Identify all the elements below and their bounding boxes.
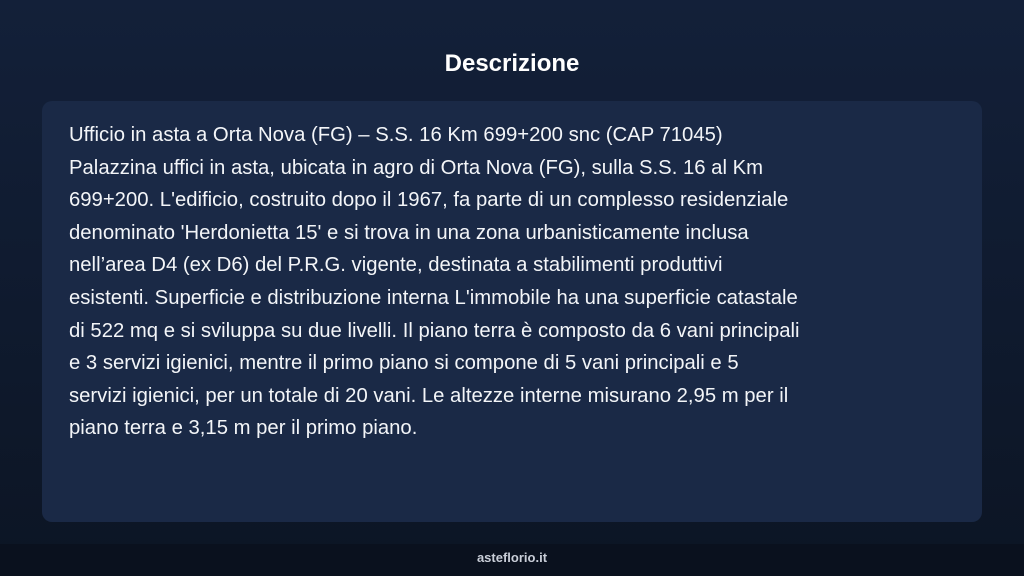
page-title: Descrizione: [444, 50, 580, 77]
description-line: di 522 mq e si sviluppa su due livelli. Il piano terra è composto da 6 vani principali: [69, 319, 800, 342]
description-line: servizi igienici, per un totale di 20 vani. Le altezze interne misurano 2,95 m per il: [69, 384, 789, 407]
footer-site-link[interactable]: asteflorio.it: [476, 550, 548, 565]
description-line: denominato 'Herdonietta 15' e si trova in una zona urbanisticamente inclusa: [69, 221, 749, 244]
description-card: [42, 101, 982, 522]
description-text: [69, 119, 956, 445]
description-line: 699+200. L'edificio, costruito dopo il 1967, fa parte di un complesso residenziale: [69, 189, 789, 212]
description-line: nell’area D4 (ex D6) del P.R.G. vigente, destinata a stabilimenti produttivi: [69, 254, 723, 277]
description-line: piano terra e 3,15 m per il primo piano.: [69, 417, 418, 440]
description-line: esistenti. Superficie e distribuzione interna L'immobile ha una superficie catastale: [69, 286, 798, 309]
description-line: Ufficio in asta a Orta Nova (FG) – S.S. 16 Km 699+200 snc (CAP 71045): [69, 124, 723, 146]
description-line: e 3 servizi igienici, mentre il primo piano si compone di 5 vani principali e 5: [69, 352, 739, 375]
description-line: Palazzina uffici in asta, ubicata in agro di Orta Nova (FG), sulla S.S. 16 al Km: [69, 156, 764, 179]
